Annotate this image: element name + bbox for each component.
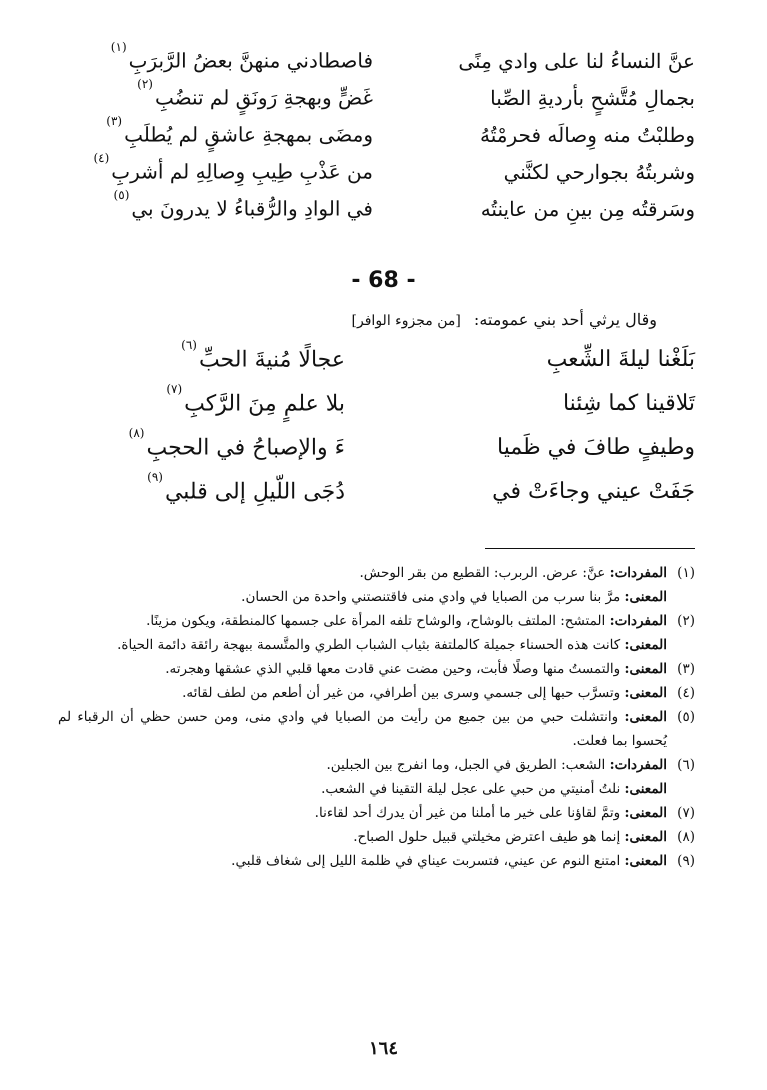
footnote-number: (٩) [677,853,695,869]
footnote-label: المعنى: [624,661,667,677]
footnote [58,801,695,825]
footnote-label: المعنى: [624,685,667,701]
verse-line [58,190,695,227]
verse-line [58,153,695,190]
verse-text: من عَذْبِ طِيبِ وِصالِهِ لم أشربِ [111,159,373,184]
verse-text: بلا علمٍ مِنَ الرَّكبِ [184,391,345,417]
footnote-label: المفردات: [609,613,667,629]
verse-second-hemistich [58,470,365,505]
verse-second-hemistich [58,426,365,461]
footnote-text: كانت هذه الحسناء جميلة كالملتفة بثياب الشباب الطري والمتَّسمة ببهجة رائقة دائمة الحياة. [117,637,621,653]
footnote-label: المعنى: [624,805,667,821]
verse-first-hemistich: وسَرقتُه مِن بينِ من عاينتُه [480,196,695,221]
page-number: ١٦٤ [368,1038,398,1059]
verse-line [58,42,695,79]
footnote [58,705,695,753]
footnotes [58,561,695,873]
verse-text: فاصطادني منهنَّ بعضُ الرَّبرَبِ [128,48,373,73]
footnote-text: وانتشلت حبي من بين جميع من رأيت من الصبايا في وادي منى، ومن حسن حظي أن الرقباء لم يُحسوا بما فعلت. [58,709,667,749]
verse-first-hemistich: تَلاقينا كما شِئنا [562,391,695,416]
verse-first-hemistich: عنَّ النساءُ لنا على وادي مِنًى [458,48,695,73]
footnote-label: المعنى: [624,781,667,797]
verse-line [58,116,695,153]
verse-text: عجالًا مُنيةَ الحبِّ [198,347,345,373]
footnote-text: نلتُ أمنيتي من حبي على عجل ليلة التقينا في الشعب. [321,781,621,797]
verse-line [58,382,695,426]
footnote [58,609,695,633]
footnote-number: (٣) [677,661,695,677]
footnote-text: الشعب: الطريق في الجبل، وما انفرج بين الجبلين. [326,757,606,773]
verse-footnote-ref: (٦) [181,338,197,353]
verse-footnote-ref: (٨) [128,426,145,441]
footnote-text: عنَّ: عرض. الربرب: القطيع من بقر الوحش. [359,565,606,581]
footnote-label: المفردات: [609,565,667,581]
footnote-number: (٥) [677,709,695,725]
verse-second-hemistich [58,114,395,147]
verse-first-hemistich: بَلَغْنا ليلةَ الشِّعبِ [546,347,695,372]
verse-second-hemistich [58,77,395,110]
verse-first-hemistich: جَفَتْ عيني وجاءَتْ في [492,479,695,504]
poem-1 [58,42,695,227]
footnote-label: المعنى: [624,589,667,605]
verse-first-hemistich: وطلبْتُ منه وِصالَه فحرمْتُهُ [480,122,695,147]
verse-footnote-ref: (١) [110,40,127,55]
footnote-text: وتسرَّب حبها إلى جسمي وسرى بين أطرافي، من غير أن أطعم من لطف لقائه. [182,685,621,701]
verse-second-hemistich [58,40,395,73]
verse-text: ءَ والإصباحُ في الحجبِ [146,435,345,461]
footnote-number: (٤) [677,685,695,701]
footnote-separator [485,548,695,549]
verse-first-hemistich: وشربتُهُ بجوارحي لكنَّني [503,159,695,184]
footnote [58,681,695,705]
verse-second-hemistich [58,338,365,373]
verse-first-hemistich: بجمالِ مُتَّشحٍ بأرديةِ الصِّبا [490,85,695,110]
intro-text: وقال يرثي أحد بني عمومته: [473,310,657,329]
verse-text: غَضٍّ وبهجةِ رَونَقٍ لم تنضُبِ [154,85,373,110]
footnote-number: (٧) [677,805,695,821]
verse-footnote-ref: (٧) [166,382,183,397]
footnote-text: مرَّ بنا سرب من الصبايا في وادي منى فاقتنصتني واحدة من الحسان. [241,589,621,605]
footnote-label: المعنى: [624,637,667,653]
footnote-number: (١) [677,565,695,581]
footnote [58,633,695,657]
footnote-text: امتنع النوم عن عيني، فتسربت عيناي في ظلمة الليل إلى شغاف قلبي. [231,853,621,869]
poem-number: - 68 - [351,268,416,293]
footnote [58,561,695,585]
footnote-text: المتشح: الملتف بالوشاح، والوشاح تلفه المرأة على جسمها كالمنطقة، ويكون مزينًا. [146,613,606,629]
footnote [58,657,695,681]
footnote-number: (٦) [677,757,695,773]
verse-second-hemistich [58,151,395,184]
footnote [58,777,695,801]
verse-text: في الوادِ والرُّقباءُ لا يدرونَ بي [131,196,373,221]
footnote [58,585,695,609]
verse-line [58,79,695,116]
meter-label: [من مجزوء الوافر] [351,313,461,329]
footnote-text: إنما هو طيف اعترض مخيلتي قبيل حلول الصباح. [353,829,621,845]
verse-footnote-ref: (٥) [113,188,130,203]
verse-footnote-ref: (٢) [137,77,153,92]
footnote-label: المعنى: [624,829,667,845]
verse-footnote-ref: (٣) [106,114,123,129]
verse-line [58,426,695,470]
poem-2 [58,338,695,514]
verse-line [58,338,695,382]
footnote-number: (٨) [677,829,695,845]
poem-intro [180,310,657,329]
verse-second-hemistich [58,188,395,221]
footnote-label: المعنى: [624,709,667,725]
footnote-label: المفردات: [609,757,667,773]
verse-text: دُجَى اللّيلِ إلى قلبي [164,479,345,505]
footnote [58,849,695,873]
verse-line [58,470,695,514]
footnote-text: والتمستُ منها وصلًا فأبت، وحين مضت عني قادت معها قلبي الذي عشقها وهجرته. [165,661,621,677]
verse-text: ومضَى بمهجةِ عاشقٍ لم يُطلَبِ [124,122,373,147]
footnote-text: وتمَّ لقاؤنا على خير ما أملنا من غير أن يدرك أحد لقاءنا. [314,805,621,821]
footnote [58,825,695,849]
footnote-number: (٢) [677,613,695,629]
footnote [58,753,695,777]
verse-second-hemistich [58,382,365,417]
footnote-label: المعنى: [624,853,667,869]
verse-footnote-ref: (٩) [147,470,163,485]
verse-first-hemistich: وطيفٍ طافَ في ظَميا [497,435,695,460]
verse-footnote-ref: (٤) [93,151,110,166]
